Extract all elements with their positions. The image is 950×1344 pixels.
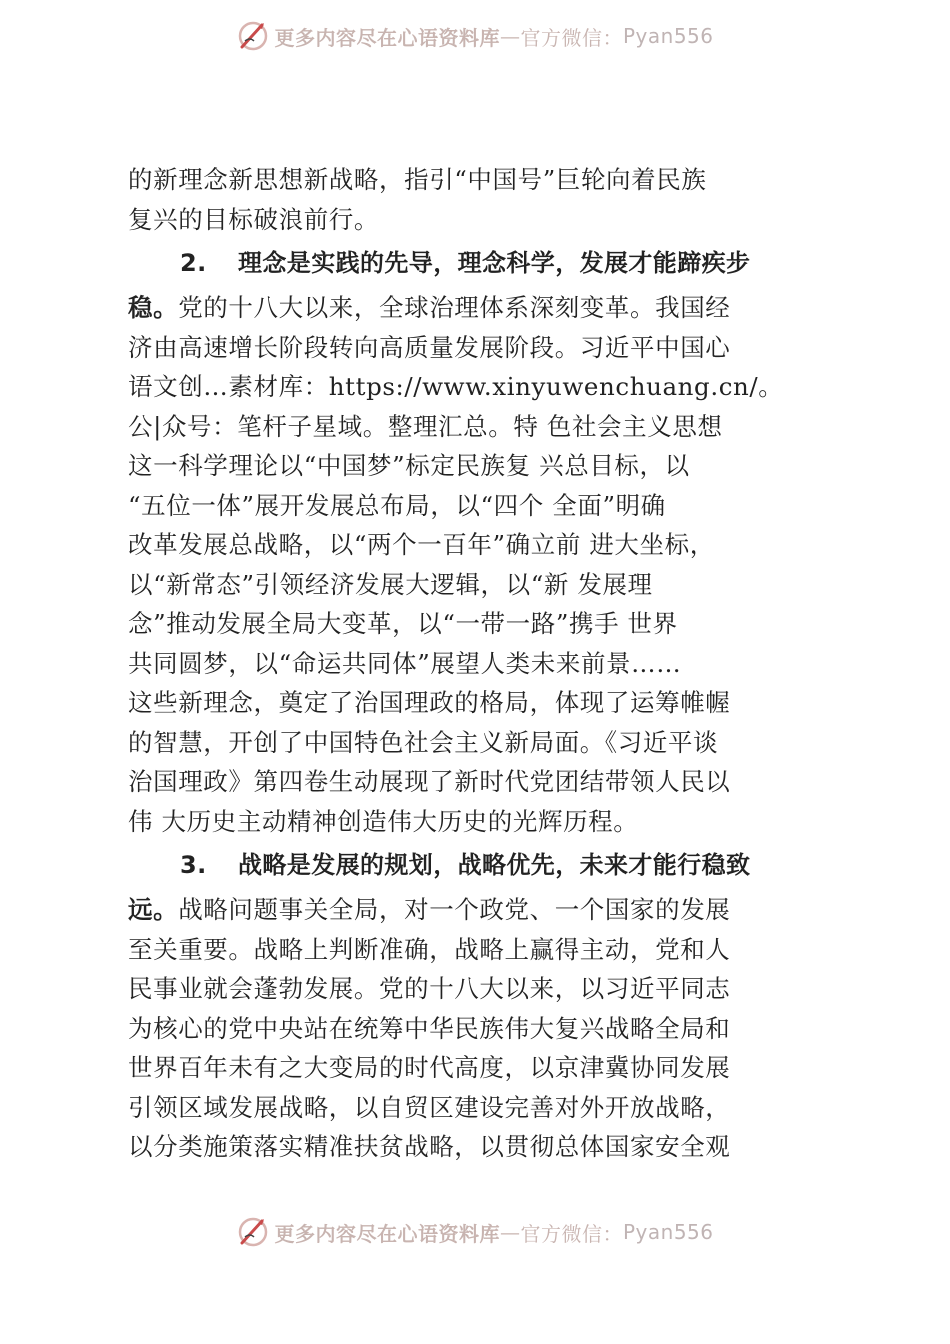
section-heading-3 bbox=[128, 841, 788, 890]
text-line bbox=[128, 890, 788, 930]
text-line: 治国理政》第四卷生动展现了新时代党团结带领人民以 bbox=[128, 767, 731, 796]
text-line: 改革发展总战略，以“两个一百年”确立前 进大坐标， bbox=[128, 530, 715, 559]
text-run: 战略问题事关全局，对一个政党、一个国家的发展 bbox=[178, 895, 731, 924]
footer-watermark bbox=[0, 1212, 950, 1252]
text-line: 以“新常态”引领经济发展大逻辑，以“新 发展理 bbox=[128, 569, 653, 599]
text-line: 伟 大历史主动精神创造伟大历史的光辉历程。 bbox=[128, 806, 639, 836]
brand-logo-icon bbox=[236, 19, 270, 53]
text-line: 济由高速增长阶段转向高质量发展阶段。习近平中国心 bbox=[128, 332, 731, 362]
document-body bbox=[128, 160, 788, 1167]
heading-number: 2. bbox=[180, 249, 207, 277]
text-line: 民事业就会蓬勃发展。党的十八大以来，以习近平同志 bbox=[128, 974, 731, 1003]
brand-logo-icon bbox=[236, 1215, 270, 1249]
watermark-separator: — bbox=[499, 24, 521, 48]
text-line: “五位一体”展开发展总布局，以“四个 全面”明确 bbox=[128, 490, 666, 520]
text-line: 语文创…素材库：https://www.xinyuwenchuang.cn/。 bbox=[128, 372, 784, 401]
watermark-main-text: 更多内容尽在心语资料库 bbox=[274, 1221, 500, 1246]
watermark-label: 官方微信： bbox=[520, 1221, 623, 1246]
text-line: 念”推动发展全局大变革，以“一带一路”携手 世界 bbox=[128, 609, 678, 638]
header-watermark bbox=[0, 16, 950, 56]
heading-tail: 稳。 bbox=[128, 293, 179, 322]
text-line: 以分类施策落实精准扶贫战略，以贯彻总体国家安全观 bbox=[128, 1132, 731, 1161]
text-line: 公|众号：笔杆子星域。整理汇总。特 色社会主义思想 bbox=[128, 411, 723, 441]
text-line: 这些新理念，奠定了治国理政的格局，体现了运筹帷幄 bbox=[128, 688, 731, 717]
text-run: 党的十八大以来，全球治理体系深刻变革。我国经 bbox=[178, 293, 731, 322]
section-heading-2 bbox=[128, 239, 788, 288]
text-line: 至关重要。战略上判断准确，战略上赢得主动，党和人 bbox=[128, 934, 731, 964]
text-line: 的智慧，开创了中国特色社会主义新局面。《习近平谈 bbox=[128, 727, 719, 757]
text-line: 共同圆梦，以“命运共同体”展望人类未来前景…… bbox=[128, 648, 682, 678]
text-line: 为核心的党中央站在统筹中华民族伟大复兴战略全局和 bbox=[128, 1013, 731, 1043]
heading-tail: 远。 bbox=[128, 895, 179, 924]
watermark-main-text: 更多内容尽在心语资料库 bbox=[274, 25, 500, 50]
heading-text: 理念是实践的先导，理念科学，发展才能蹄疾步 bbox=[238, 249, 751, 277]
text-line bbox=[128, 288, 788, 328]
watermark-label: 官方微信： bbox=[520, 25, 623, 50]
text-line: 的新理念新思想新战略，指引“中国号”巨轮向着民族 bbox=[128, 165, 707, 194]
text-line: 引领区域发展战略，以自贸区建设完善对外开放战略， bbox=[128, 1092, 731, 1122]
text-line: 复兴的目标破浪前行。 bbox=[128, 204, 379, 234]
text-line: 这一科学理论以“中国梦”标定民族复 兴总目标，以 bbox=[128, 451, 690, 480]
text-line: 世界百年未有之大变局的时代高度，以京津冀协同发展 bbox=[128, 1053, 731, 1082]
heading-text: 战略是发展的规划，战略优先，未来才能行稳致 bbox=[238, 851, 751, 879]
watermark-wechat-id: Pyan556 bbox=[622, 24, 714, 48]
watermark-wechat-id: Pyan556 bbox=[622, 1220, 714, 1244]
heading-number: 3. bbox=[180, 851, 207, 879]
watermark-separator: — bbox=[499, 1220, 521, 1244]
